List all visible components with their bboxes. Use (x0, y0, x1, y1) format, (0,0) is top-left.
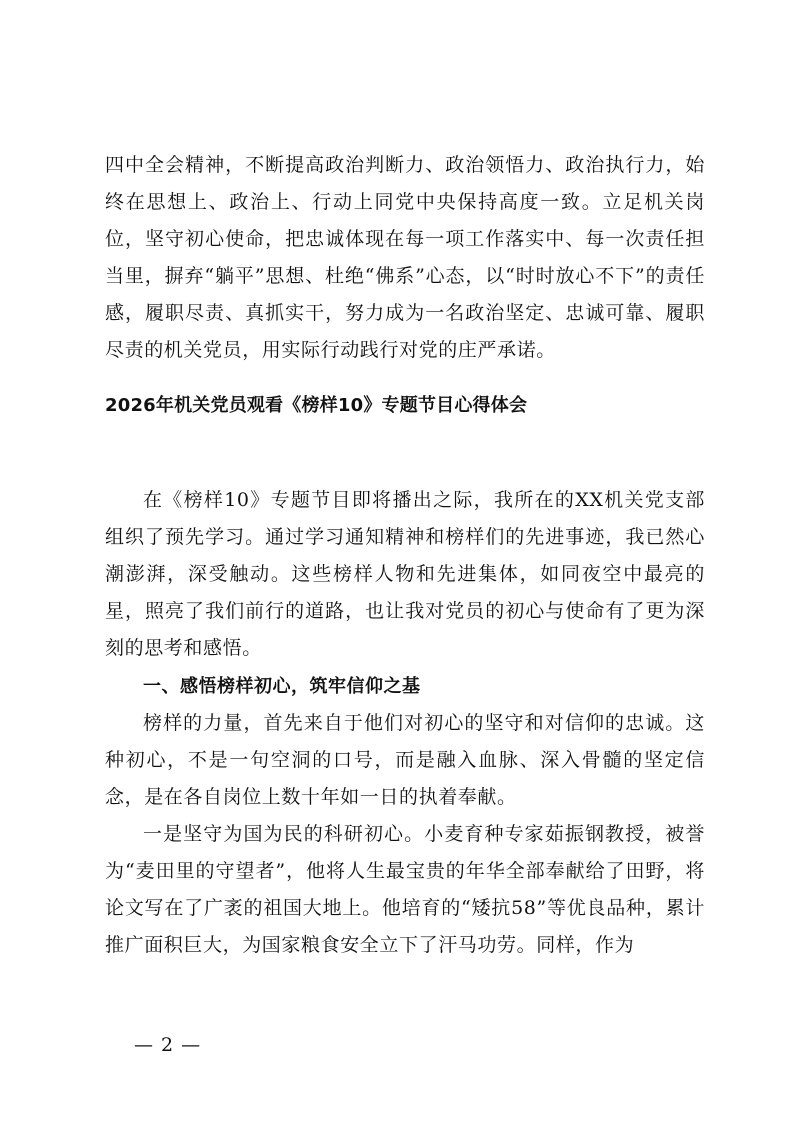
intro-paragraph: 在《榜样10》专题节目即将播出之际，我所在的XX机关党支部组织了预先学习。通过学习通知精神和榜样们的先进事迹，我已然心潮澎湃，深受触动。这些榜样人物和先进集体，如同夜空中最亮的星，照亮了我们前行的道路，也让我对党员的初心与使命有了更为深刻的思考和感悟。 (105, 489, 705, 659)
section-1-point-1: 一是坚守为国为民的科研初心。小麦育种专家茹振钢教授，被誉为“麦田里的守望者”，他将人生最宝贵的年华全部奉献给了田野，将论文写在了广袤的祖国大地上。他培育的“矮抗58”等优良品种，累计推广面积巨大，为国家粮食安全立下了汗马功劳。同样，作为 (105, 823, 705, 956)
page-number: — 2 — (134, 1034, 202, 1056)
section-heading-1: 一、感悟榜样初心，筑牢信仰之基 (143, 676, 421, 697)
continued-paragraph: 四中全会精神，不断提高政治判断力、政治领悟力、政治执行力，始终在思想上、政治上、行动上同党中央保持高度一致。立足机关岗位，坚守初心使命，把忠诚体现在每一项工作落实中、每一次责任担当里，摒弃“躺平”思想、杜绝“佛系”心态，以“时时放心不下”的责任感，履职尽责、真抓实干，努力成为一名政治坚定、忠诚可靠、履职尽责的机关党员，用实际行动践行对党的庄严承诺。 (105, 154, 705, 361)
section-1-paragraph: 榜样的力量，首先来自于他们对初心的坚守和对信仰的忠诚。这种初心，不是一句空洞的口号，而是融入血脉、深入骨髓的坚定信念，是在各自岗位上数十年如一日的执着奉献。 (105, 712, 705, 808)
article-title: 2026年机关党员观看《榜样10》专题节目心得体会 (105, 395, 528, 416)
